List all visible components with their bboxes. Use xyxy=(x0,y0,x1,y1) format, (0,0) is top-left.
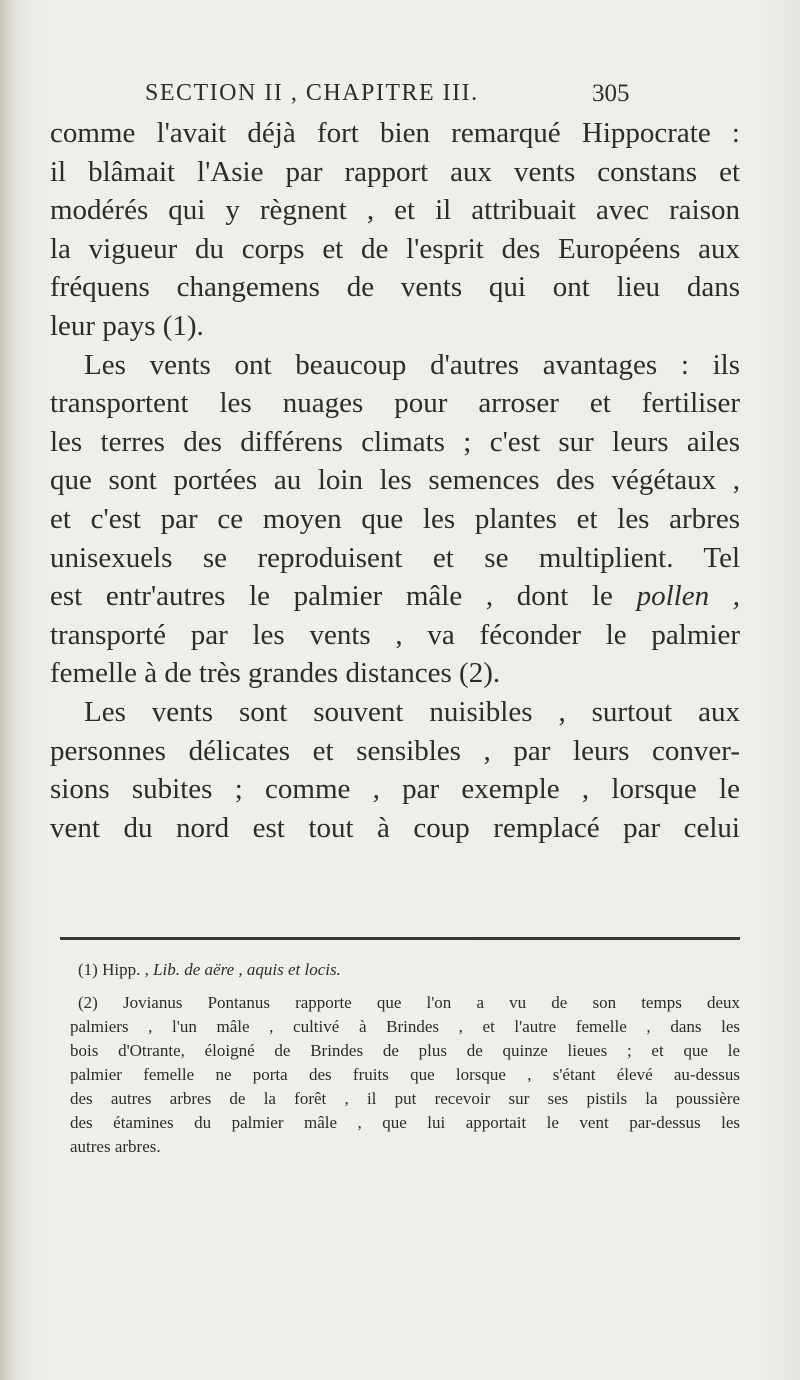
text-segment: est entr'autres le palmier mâle , dont le xyxy=(50,580,613,613)
footnote-2-line: palmier femelle ne porta des fruits que lorsque , s'étant élevé au-dessus xyxy=(70,1065,740,1084)
text-line: et c'est par ce moyen que les plantes et les arbres xyxy=(50,502,740,535)
text-line: que sont portées au loin les semences des végétaux , xyxy=(50,464,740,497)
footnote-2-line: autres arbres. xyxy=(70,1137,161,1156)
text-line: femelle à de très grandes distances (2). xyxy=(50,657,501,690)
text-line: transportent les nuages pour arroser et fertiliser xyxy=(50,387,740,420)
text-line xyxy=(50,577,740,616)
text-line: Les vents sont souvent nuisibles , surtout aux xyxy=(84,695,740,728)
footnote-2-line: (2) Jovianus Pontanus rapporte que l'on a vu de son temps deux xyxy=(78,993,740,1012)
footnote-2-line: palmiers , l'un mâle , cultivé à Brindes , et l'autre femelle , dans les xyxy=(70,1017,740,1036)
page-number: 305 xyxy=(592,80,630,107)
footnote-2-line: des autres arbres de la forêt , il put recevoir sur ses pistils la poussière xyxy=(70,1089,740,1108)
footnote-marker: (1) Hipp. , xyxy=(78,960,149,979)
running-head: SECTION II , CHAPITRE III. xyxy=(145,80,479,106)
text-line: fréquens changemens de vents qui ont lieu dans xyxy=(50,271,740,304)
text-line: modérés qui y règnent , et il attribuait avec raison xyxy=(50,194,740,227)
text-line: unisexuels se reproduisent et se multiplient. Tel xyxy=(50,541,740,574)
main-text xyxy=(50,114,740,847)
text-line: transporté par les vents , va féconder le palmier xyxy=(50,618,740,651)
text-line: comme l'avait déjà fort bien remarqué Hippocrate : xyxy=(50,117,740,149)
footnote-title: Lib. de aëre , aquis et locis. xyxy=(153,960,341,979)
text-line: la vigueur du corps et de l'esprit des Européens aux xyxy=(50,232,740,265)
footnote-1 xyxy=(70,958,740,982)
text-line: Les vents ont beaucoup d'autres avantages : ils xyxy=(84,348,740,381)
text-line: vent du nord est tout à coup remplacé par celui xyxy=(50,811,740,844)
text-line: il blâmait l'Asie par rapport aux vents constans et xyxy=(50,155,740,188)
italic-term: pollen , xyxy=(636,580,740,613)
text-line: sions subites ; comme , par exemple , lorsque le xyxy=(50,773,740,806)
text-line: les terres des différens climats ; c'est sur leurs ailes xyxy=(50,425,740,458)
footnote-2-line: bois d'Otrante, éloigné de Brindes de plus de quinze lieues ; et que le xyxy=(70,1041,740,1060)
page-gutter xyxy=(0,0,14,1380)
text-line: leur pays (1). xyxy=(50,309,204,342)
footnotes xyxy=(70,958,740,1159)
footnote-rule xyxy=(60,937,740,940)
text-line: personnes délicates et sensibles , par leurs conver- xyxy=(50,734,740,767)
footnote-gap xyxy=(70,982,740,991)
footnote-2-line: des étamines du palmier mâle , que lui apportait le vent par-dessus les xyxy=(70,1113,740,1132)
